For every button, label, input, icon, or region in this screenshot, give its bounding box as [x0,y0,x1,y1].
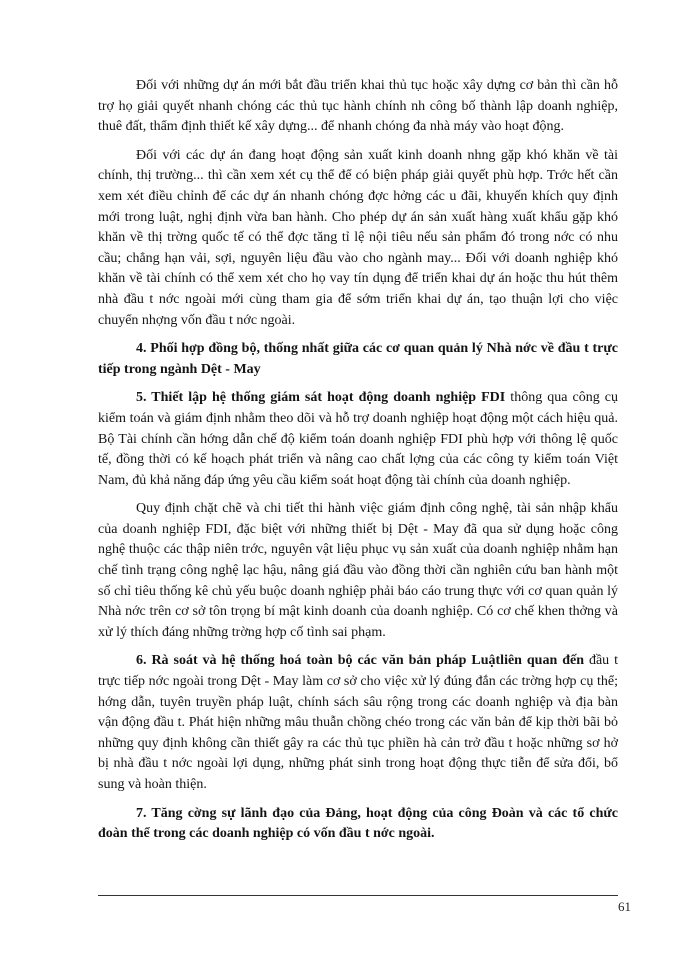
page-number: 61 [618,899,631,914]
section-6-heading: 6. Rà soát và hệ thống hoá toàn bộ các văn bản pháp Luậtliên quan đến [136,653,584,669]
paragraph-5: Quy định chặt chẽ và chi tiết thi hành việc giám định công nghệ, tài sản nhập khẩu của doanh nghiệp FDI, đặc biệt với những thiết bị Dệt - May đã qua sử dụng hoặc công nghệ thuộc các thập niên trớc, nguyên vật liệu phục vụ sản xuất của doanh nghiệp nhằm hạn chế tình trạng công nghệ lạc hậu, nâng giá đầu vào đồng thời cần nghiên cứu ban hành một số chỉ tiêu thống kê chủ yếu buộc doanh nghiệp phải báo cáo trung thực với cơ quan quản lý Nhà nớc trên cơ sở tôn trọng bí mật kinh doanh của doanh nghiệp. Có cơ chế khen thởng và xử lý thích đáng những trờng hợp cố tình sai phạm. [98,501,618,640]
section-6-paragraph: 6. Rà soát và hệ thống hoá toàn bộ các văn bản pháp Luậtliên quan đến đầu t trực tiếp nớc ngoài trong Dệt - May làm cơ sở cho việc xử lý đúng đắn các trờng hợp cụ thể; hớng dẫn, tuyên truyền pháp luật, chính sách sâu rộng trong các doanh nghiệp và địa bàn vận động đầu t. Phát hiện những mâu thuẫn chồng chéo trong các văn bản để kịp thời bãi bỏ những quy định không cần thiết gây ra các thủ tục phiền hà cản trở đầu t hoặc những sơ hở bị nhà đầu t nớc ngoài lợi dụng, những phát sinh trong hoạt động thực tiễn để sửa đổi, bổ sung và hoàn thiện. [98,653,618,792]
section-5-paragraph: 5. Thiết lập hệ thống giám sát hoạt động doanh nghiệp FDI thông qua công cụ kiểm toán và giám định nhằm theo dõi và hỗ trợ doanh nghiệp hoạt động một cách hiệu quả. Bộ Tài chính cần hớng dẫn chế độ kiểm toán doanh nghiệp FDI phù hợp với thông lệ quốc tế, đồng thời có kế hoạch phát triển và nâng cao chất lợng của các công ty kiểm toán Việt Nam, đủ khả năng đáp ứng yêu cầu kiểm soát hoạt động tài chính của doanh nghiệp. [98,390,618,488]
paragraph-2: Đối với các dự án đang hoạt động sản xuất kinh doanh nhng gặp khó khăn về tài chính, thị trường... thì cần xem xét cụ thể để có biện pháp giải quyết phù hợp. Trớc hết cần xem xét điều chỉnh để các dự án nhanh chóng đợc hởng các u đãi, khuyến khích quy định mới trong luật, nghị định vừa ban hành. Cho phép dự án sản xuất hàng xuất khẩu gặp khó khăn về thị trờng quốc tế có thể đợc tăng tỉ lệ nội tiêu nếu sản phẩm đó trong nớc có nhu cầu; chẳng hạn vải, sợi, nguyên liệu đầu vào cho ngành may... Đối với doanh nghiệp khó khăn về tài chính có thể xem xét cho họ vay tín dụng để triển khai dự án hoặc thu hút thêm nhà đầu t nớc ngoài mới cùng tham gia để sớm triển khai dự án, tạo thuận lợi cho việc chuyển nhợng vốn đầu t nớc ngoài. [98,147,618,328]
section-7-heading: 7. Tăng cờng sự lãnh đạo của Đảng, hoạt động của công Đoàn và các tổ chức đoàn thể trong các doanh nghiệp có vốn đầu t nớc ngoài. [98,805,618,842]
body-text [98,76,618,853]
section-4-heading: 4. Phối hợp đồng bộ, thống nhất giữa các cơ quan quản lý Nhà nớc về đầu t trực tiếp trong ngành Dệt - May [98,341,618,377]
paragraph-1: Đối với những dự án mới bắt đầu triển khai thủ tục hoặc xây dựng cơ bản thì cần hỗ trợ họ giải quyết nhanh chóng các thủ tục hành chính nh công bố thành lập doanh nghiệp, thuê đất, thẩm định thiết kế xây dựng... để nhanh chóng đa nhà máy vào hoạt động. [98,78,618,135]
section-5-heading: 5. Thiết lập hệ thống giám sát hoạt động doanh nghiệp FDI [136,390,506,406]
footer-divider [98,895,618,896]
